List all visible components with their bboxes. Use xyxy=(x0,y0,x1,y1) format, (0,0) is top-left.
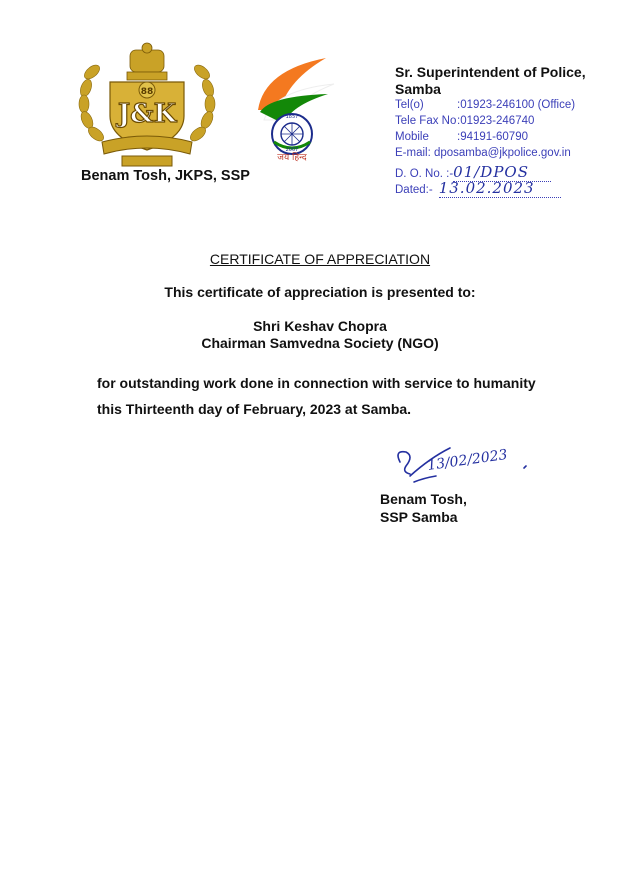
signatory-post: SSP Samba xyxy=(380,509,458,525)
emblem-year-top: 1857 xyxy=(285,114,299,120)
body-line-2: this Thirteenth day of February, 2023 at Samba. xyxy=(97,401,412,417)
svg-text:J&K: J&K xyxy=(117,99,177,129)
certificate-title: CERTIFICATE OF APPRECIATION xyxy=(209,251,431,267)
dated-label: Dated:- xyxy=(395,184,433,196)
tricolor-emblem-icon xyxy=(244,50,340,162)
contact-email: E-mail: dposamba@jkpolice.gov.in xyxy=(395,147,571,159)
do-label: D. O. No. :- xyxy=(395,168,454,180)
contact-label: Tele Fax No xyxy=(395,115,457,127)
recipient-title: Chairman Samvedna Society (NGO) xyxy=(201,335,439,351)
recipient-name: Shri Keshav Chopra xyxy=(253,318,387,334)
svg-text:88: 88 xyxy=(140,87,154,97)
contact-value: :94191-60790 xyxy=(457,131,528,143)
contact-label: Tel(o) xyxy=(395,99,424,111)
contact-mobile xyxy=(395,131,528,143)
contact-value: :01923-246740 xyxy=(457,115,535,127)
jk-police-emblem-icon xyxy=(72,42,222,170)
office-title-line2: Samba xyxy=(395,81,441,97)
dated xyxy=(395,179,561,198)
contact-label: Mobile xyxy=(395,131,429,143)
do-value: 01/DPOS xyxy=(453,163,529,181)
emblem-caption: जय हिन्द xyxy=(277,153,307,162)
dated-value: 13.02.2023 xyxy=(438,179,535,197)
contact-tel xyxy=(395,99,575,111)
contact-value: :01923-246100 (Office) xyxy=(457,99,576,111)
emblem-year-bottom: 2007 xyxy=(285,147,299,153)
signature-date: 13/02/2023 xyxy=(426,446,509,474)
contact-fax xyxy=(395,115,534,127)
body-line-1: for outstanding work done in connection with service to humanity xyxy=(97,375,536,391)
office-title-line1: Sr. Superintendent of Police, xyxy=(395,64,586,80)
signatory-name: Benam Tosh, xyxy=(380,491,467,507)
officer-name: Benam Tosh, JKPS, SSP xyxy=(81,168,250,184)
presented-line: This certificate of appreciation is presented to: xyxy=(164,284,476,300)
